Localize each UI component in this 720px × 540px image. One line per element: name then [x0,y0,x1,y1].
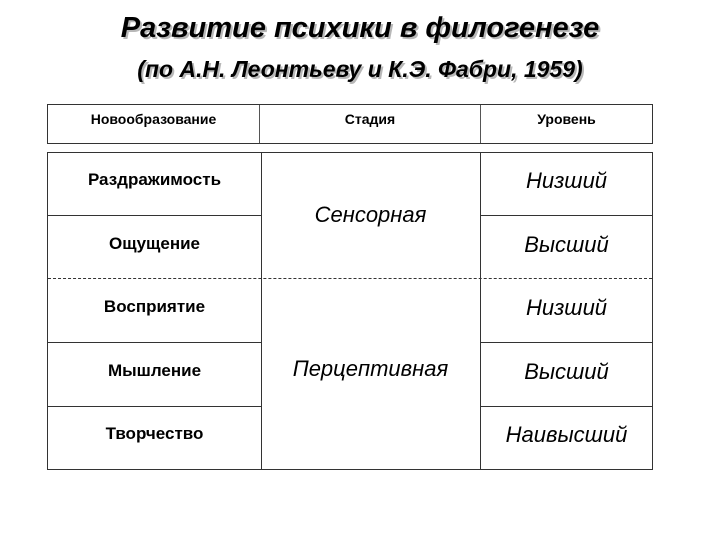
formation-cell: Восприятие [48,279,261,343]
level-cell: Низший [481,153,652,216]
level-cell: Низший [481,279,652,343]
level-cell: Наивысший [505,422,628,447]
formation-cell: Ощущение [109,233,200,253]
header-formation: Новообразование [48,105,260,143]
slide-subtitle: (по А.Н. Леонтьеву и К.Э. Фабри, 1959) [137,56,583,82]
formation-cell: Раздражимость [48,153,261,216]
level-cell: Высший [481,343,652,407]
formation-column [48,153,262,469]
header-stage: Стадия [260,105,481,143]
level-cell: Высший [524,231,609,257]
stage-sensory: Сенсорная [314,202,427,227]
header-level: Уровень [537,111,596,127]
formation-cell: Творчество [105,424,204,443]
stage-perceptive: Перцептивная [292,356,449,381]
header-table [47,104,653,144]
level-column [480,153,652,469]
phylogenesis-table [47,152,653,470]
formation-cell: Мышление [48,343,261,407]
stage-divider [48,278,652,279]
slide-title: Развитие психики в филогенезе [120,12,600,44]
